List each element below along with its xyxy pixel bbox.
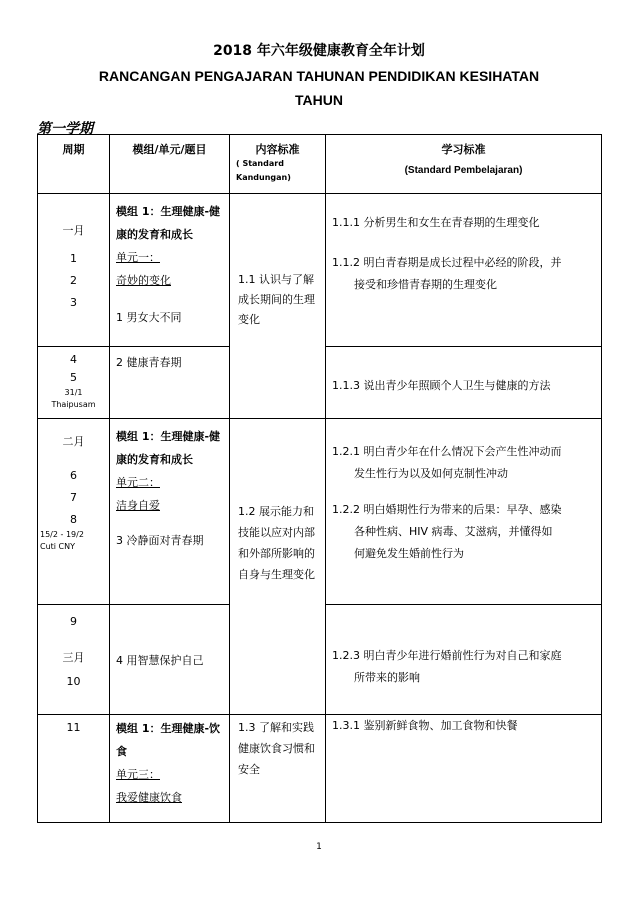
learning-standard-cell — [326, 419, 602, 605]
learning-standard-item: 1.1.2 明白青春期是成长过程中必经的阶段，并 — [332, 256, 562, 269]
unit-name: 我爱健康饮食 — [116, 791, 182, 804]
topic: 3 冷静面对青春期 — [116, 534, 204, 547]
learning-standard-continuation: 发生性行为以及如何克制性冲动 — [354, 467, 508, 480]
unit-name: 洁身自爱 — [116, 499, 160, 512]
week-cell: 4 5 31/1 Thaipusam — [38, 347, 110, 419]
module-title: 模组 1：生理健康-饮食 — [116, 722, 221, 758]
table-header-row — [38, 135, 602, 194]
content-standard-cell — [230, 419, 326, 715]
header-content-standard: 内容标准 ( Standard Kandungan) — [230, 135, 326, 194]
module-title: 模组 1：生理健康-健康的发育和成长 — [116, 430, 221, 466]
content-standard-text: 1.1 认识与了解成长期间的生理变化 — [238, 273, 315, 326]
week-cell: 二月 6 7 8 15/2 - 19/2 Cuti CNY — [38, 419, 110, 605]
learning-standard-item: 1.3.1 鉴别新鲜食物、加工食物和快餐 — [332, 719, 518, 732]
unit-label: 单元一： — [116, 251, 160, 264]
module-cell — [110, 347, 230, 419]
table-row — [38, 419, 602, 605]
holiday-date: 15/2 - 19/2 — [40, 530, 84, 539]
learning-standard-item: 1.1.3 说出青少年照顾个人卫生与健康的方法 — [332, 379, 551, 392]
learning-standard-item: 1.2.1 明白青少年在什么情况下会产生性冲动而 — [332, 445, 562, 458]
header-learning-standard-sub: (Standard Pembelajaran) — [404, 165, 523, 176]
unit-label: 单元二： — [116, 476, 160, 489]
document-title-malay: RANCANGAN PENGAJARAN TAHUNAN PENDIDIKAN KESIHATAN — [98, 68, 540, 84]
unit-name: 奇妙的变化 — [116, 274, 171, 287]
topic: 2 健康青春期 — [116, 356, 182, 369]
module-cell — [110, 194, 230, 347]
lesson-plan-table — [37, 134, 602, 823]
header-content-standard-sub: ( Standard Kandungan) — [236, 159, 291, 182]
table-row — [38, 194, 602, 347]
module-cell — [110, 715, 230, 823]
module-title: 模组 1：生理健康-健康的发育和成长 — [116, 205, 221, 241]
learning-standard-item: 1.2.3 明白青少年进行婚前性行为对自己和家庭 — [332, 649, 562, 662]
module-cell — [110, 605, 230, 715]
week-cell: 11 — [38, 715, 110, 823]
header-learning-standard: 学习标准 (Standard Pembelajaran) — [326, 135, 602, 194]
document-title-malay-line2: TAHUN — [295, 92, 343, 108]
topic: 4 用智慧保护自己 — [116, 654, 204, 667]
week-cell: 一月 1 2 3 — [38, 194, 110, 347]
learning-standard-continuation: 接受和珍惜青春期的生理变化 — [354, 278, 497, 291]
header-week: 周期 — [38, 135, 110, 194]
holiday-name: Thaipusam — [51, 400, 96, 409]
learning-standard-cell — [326, 194, 602, 347]
content-standard-cell — [230, 194, 326, 419]
module-cell — [110, 419, 230, 605]
learning-standard-continuation: 所带来的影响 — [354, 671, 420, 684]
unit-label: 单元三： — [116, 768, 160, 781]
learning-standard-continuation: 何避免发生婚前性行为 — [354, 547, 464, 560]
term-heading: 第一学期 — [37, 121, 93, 137]
learning-standard-item: 1.1.1 分析男生和女生在青春期的生理变化 — [332, 216, 540, 229]
learning-standard-cell — [326, 347, 602, 419]
learning-standard-cell — [326, 605, 602, 715]
document-title-chinese: 2018 年六年级健康教育全年计划 — [213, 43, 425, 59]
learning-standard-item: 1.2.2 明白婚期性行为带来的后果：早孕、感染 — [332, 503, 562, 516]
learning-standard-cell — [326, 715, 602, 823]
week-cell: 9 三月 10 — [38, 605, 110, 715]
holiday-name: Cuti CNY — [40, 542, 76, 551]
holiday-date: 31/1 — [64, 388, 83, 397]
content-standard-text: 1.2 展示能力和技能以应对内部和外部所影响的自身与生理变化 — [238, 505, 315, 581]
table-row — [38, 715, 602, 823]
content-standard-cell — [230, 715, 326, 823]
learning-standard-continuation: 各种性病、HIV 病毒、艾滋病，并懂得如 — [354, 525, 553, 538]
topic: 1 男女大不同 — [116, 311, 182, 324]
header-module: 模组/单元/题目 — [110, 135, 230, 194]
page-number: 1 — [316, 842, 322, 852]
content-standard-text: 1.3 了解和实践健康饮食习惯和安全 — [238, 721, 315, 776]
